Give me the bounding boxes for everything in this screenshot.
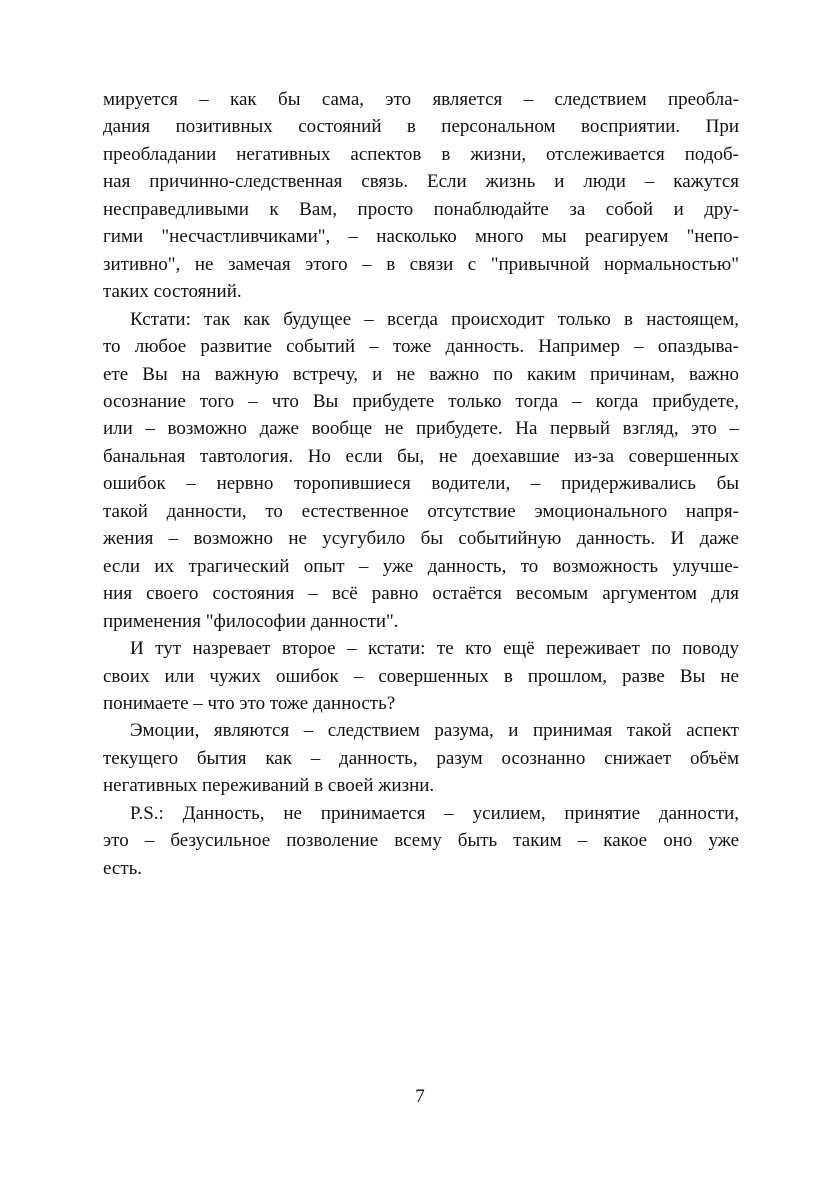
body-text bbox=[103, 86, 739, 882]
text-line: преобладании негативных аспектов в жизни, отслеживается подоб- bbox=[103, 143, 739, 165]
paragraph bbox=[103, 86, 739, 306]
text-line: то любое развитие событий – тоже данность. Например – опаздыва- bbox=[103, 336, 739, 358]
text-line: дания позитивных состояний в персональном восприятии. При bbox=[103, 116, 739, 138]
text-line: или – возможно даже вообще не прибудете. На первый взгляд, это – bbox=[103, 418, 739, 440]
text-line: применения "философии данности". bbox=[103, 610, 399, 632]
text-line: текущего бытия как – данность, разум осознанно снижает объём bbox=[103, 747, 739, 769]
text-line: это – безусильное позволение всему быть таким – какое оно уже bbox=[103, 830, 739, 852]
text-line: такой данности, то естественное отсутствие эмоционального напря- bbox=[103, 500, 739, 522]
text-line: осознание того – что Вы прибудете только тогда – когда прибудете, bbox=[103, 390, 739, 412]
paragraph bbox=[103, 635, 739, 717]
paragraph bbox=[103, 717, 739, 799]
page-number: 7 bbox=[415, 1086, 425, 1107]
text-line: ная причинно-следственная связь. Если жизнь и люди – кажутся bbox=[103, 171, 739, 193]
text-line: ния своего состояния – всё равно остаётся весомым аргументом для bbox=[103, 583, 739, 605]
text-line: P.S.: Данность, не принимается – усилием, принятие данности, bbox=[130, 802, 739, 824]
text-line: понимаете – что это тоже данность? bbox=[103, 692, 396, 714]
text-line: своих или чужих ошибок – совершенных в прошлом, разве Вы не bbox=[103, 665, 739, 687]
paragraph bbox=[103, 306, 739, 635]
paragraph bbox=[103, 800, 739, 882]
text-line: Эмоции, являются – следствием разума, и принимая такой аспект bbox=[130, 720, 739, 742]
text-line: жения – возможно не усугубило бы событийную данность. И даже bbox=[103, 528, 739, 550]
text-line: ошибок – нервно торопившиеся водители, – придерживались бы bbox=[103, 473, 739, 495]
text-line: мируется – как бы сама, это является – следствием преобла- bbox=[103, 89, 739, 110]
text-line: банальная тавтология. Но если бы, не доехавшие из-за совершенных bbox=[103, 445, 739, 467]
text-line: зитивно", не замечая этого – в связи с "привычной нормальностью" bbox=[103, 253, 739, 275]
text-line: негативных переживаний в своей жизни. bbox=[103, 775, 435, 797]
text-line: таких состояний. bbox=[103, 281, 242, 303]
text-line: И тут назревает второе – кстати: те кто ещё переживает по поводу bbox=[130, 638, 739, 660]
text-line: ете Вы на важную встречу, и не важно по каким причинам, важно bbox=[103, 363, 739, 385]
text-line: несправедливыми к Вам, просто понаблюдайте за собой и дру- bbox=[103, 198, 739, 220]
text-line: если их трагический опыт – уже данность, то возможность улучше- bbox=[103, 555, 739, 577]
text-line: гими "несчастливчиками", – насколько много мы реагируем "непо- bbox=[103, 226, 739, 248]
text-line: есть. bbox=[103, 857, 143, 879]
text-line: Кстати: так как будущее – всегда происходит только в настоящем, bbox=[130, 308, 739, 330]
